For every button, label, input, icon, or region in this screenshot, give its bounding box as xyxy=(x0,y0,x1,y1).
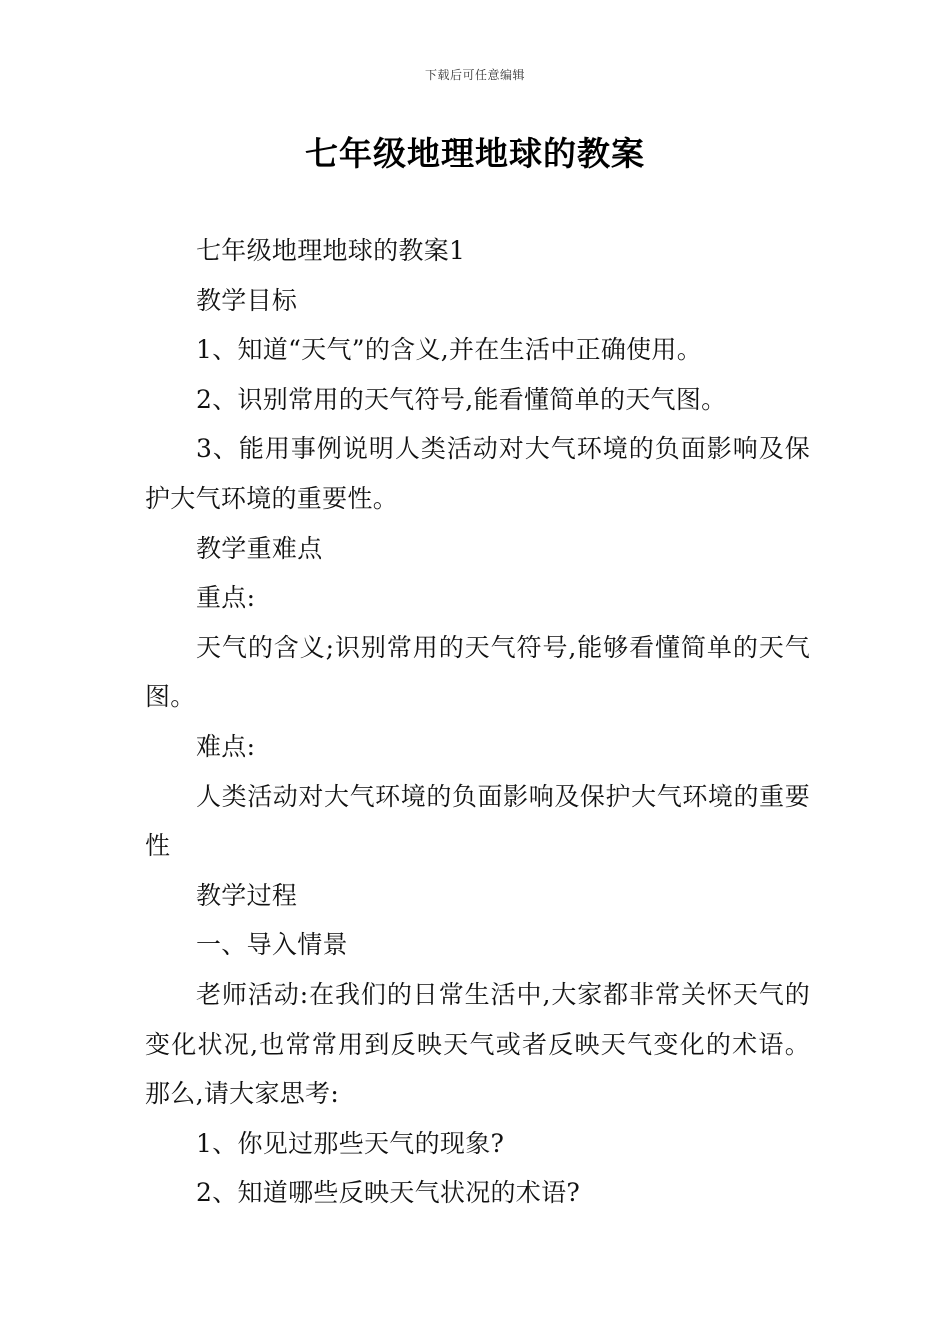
header-note: 下载后可任意编辑 xyxy=(424,68,525,82)
teacher-activity-text: 老师活动:在我们的日常生活中,大家都非常关怀天气的变化状况,也常常用到反映天气或者反映天气变化的术语。那么,请大家思考: xyxy=(145,979,810,1109)
difficulty-text: 人类活动对大气环境的负面影响及保护大气环境的重要性 xyxy=(145,781,810,861)
question-item: 2、知道哪些反映天气状况的术语? xyxy=(196,1178,581,1208)
step-heading: 一、导入情景 xyxy=(196,930,348,960)
goal-item: 3、能用事例说明人类活动对大气环境的负面影响及保护大气环境的重要性。 xyxy=(145,434,810,513)
key-point-label: 重点: xyxy=(196,583,256,613)
document-body xyxy=(145,226,810,1218)
key-point-text: 天气的含义;识别常用的天气符号,能够看懂简单的天气图。 xyxy=(145,632,810,712)
difficulty-label: 难点: xyxy=(196,731,256,761)
document-title: 七年级地理地球的教案 xyxy=(305,134,645,173)
question-item: 1、你见过那些天气的现象? xyxy=(196,1128,505,1158)
subheading-teaching-goals: 教学目标 xyxy=(196,285,298,315)
goal-item: 2、识别常用的天气符号,能看懂简单的天气图。 xyxy=(196,384,727,414)
subheading-teaching-process: 教学过程 xyxy=(196,880,298,910)
goal-item: 1、知道“天气”的含义,并在生活中正确使用。 xyxy=(196,335,703,365)
subheading-key-points: 教学重难点 xyxy=(196,533,323,563)
section-heading: 七年级地理地球的教案1 xyxy=(196,236,466,265)
